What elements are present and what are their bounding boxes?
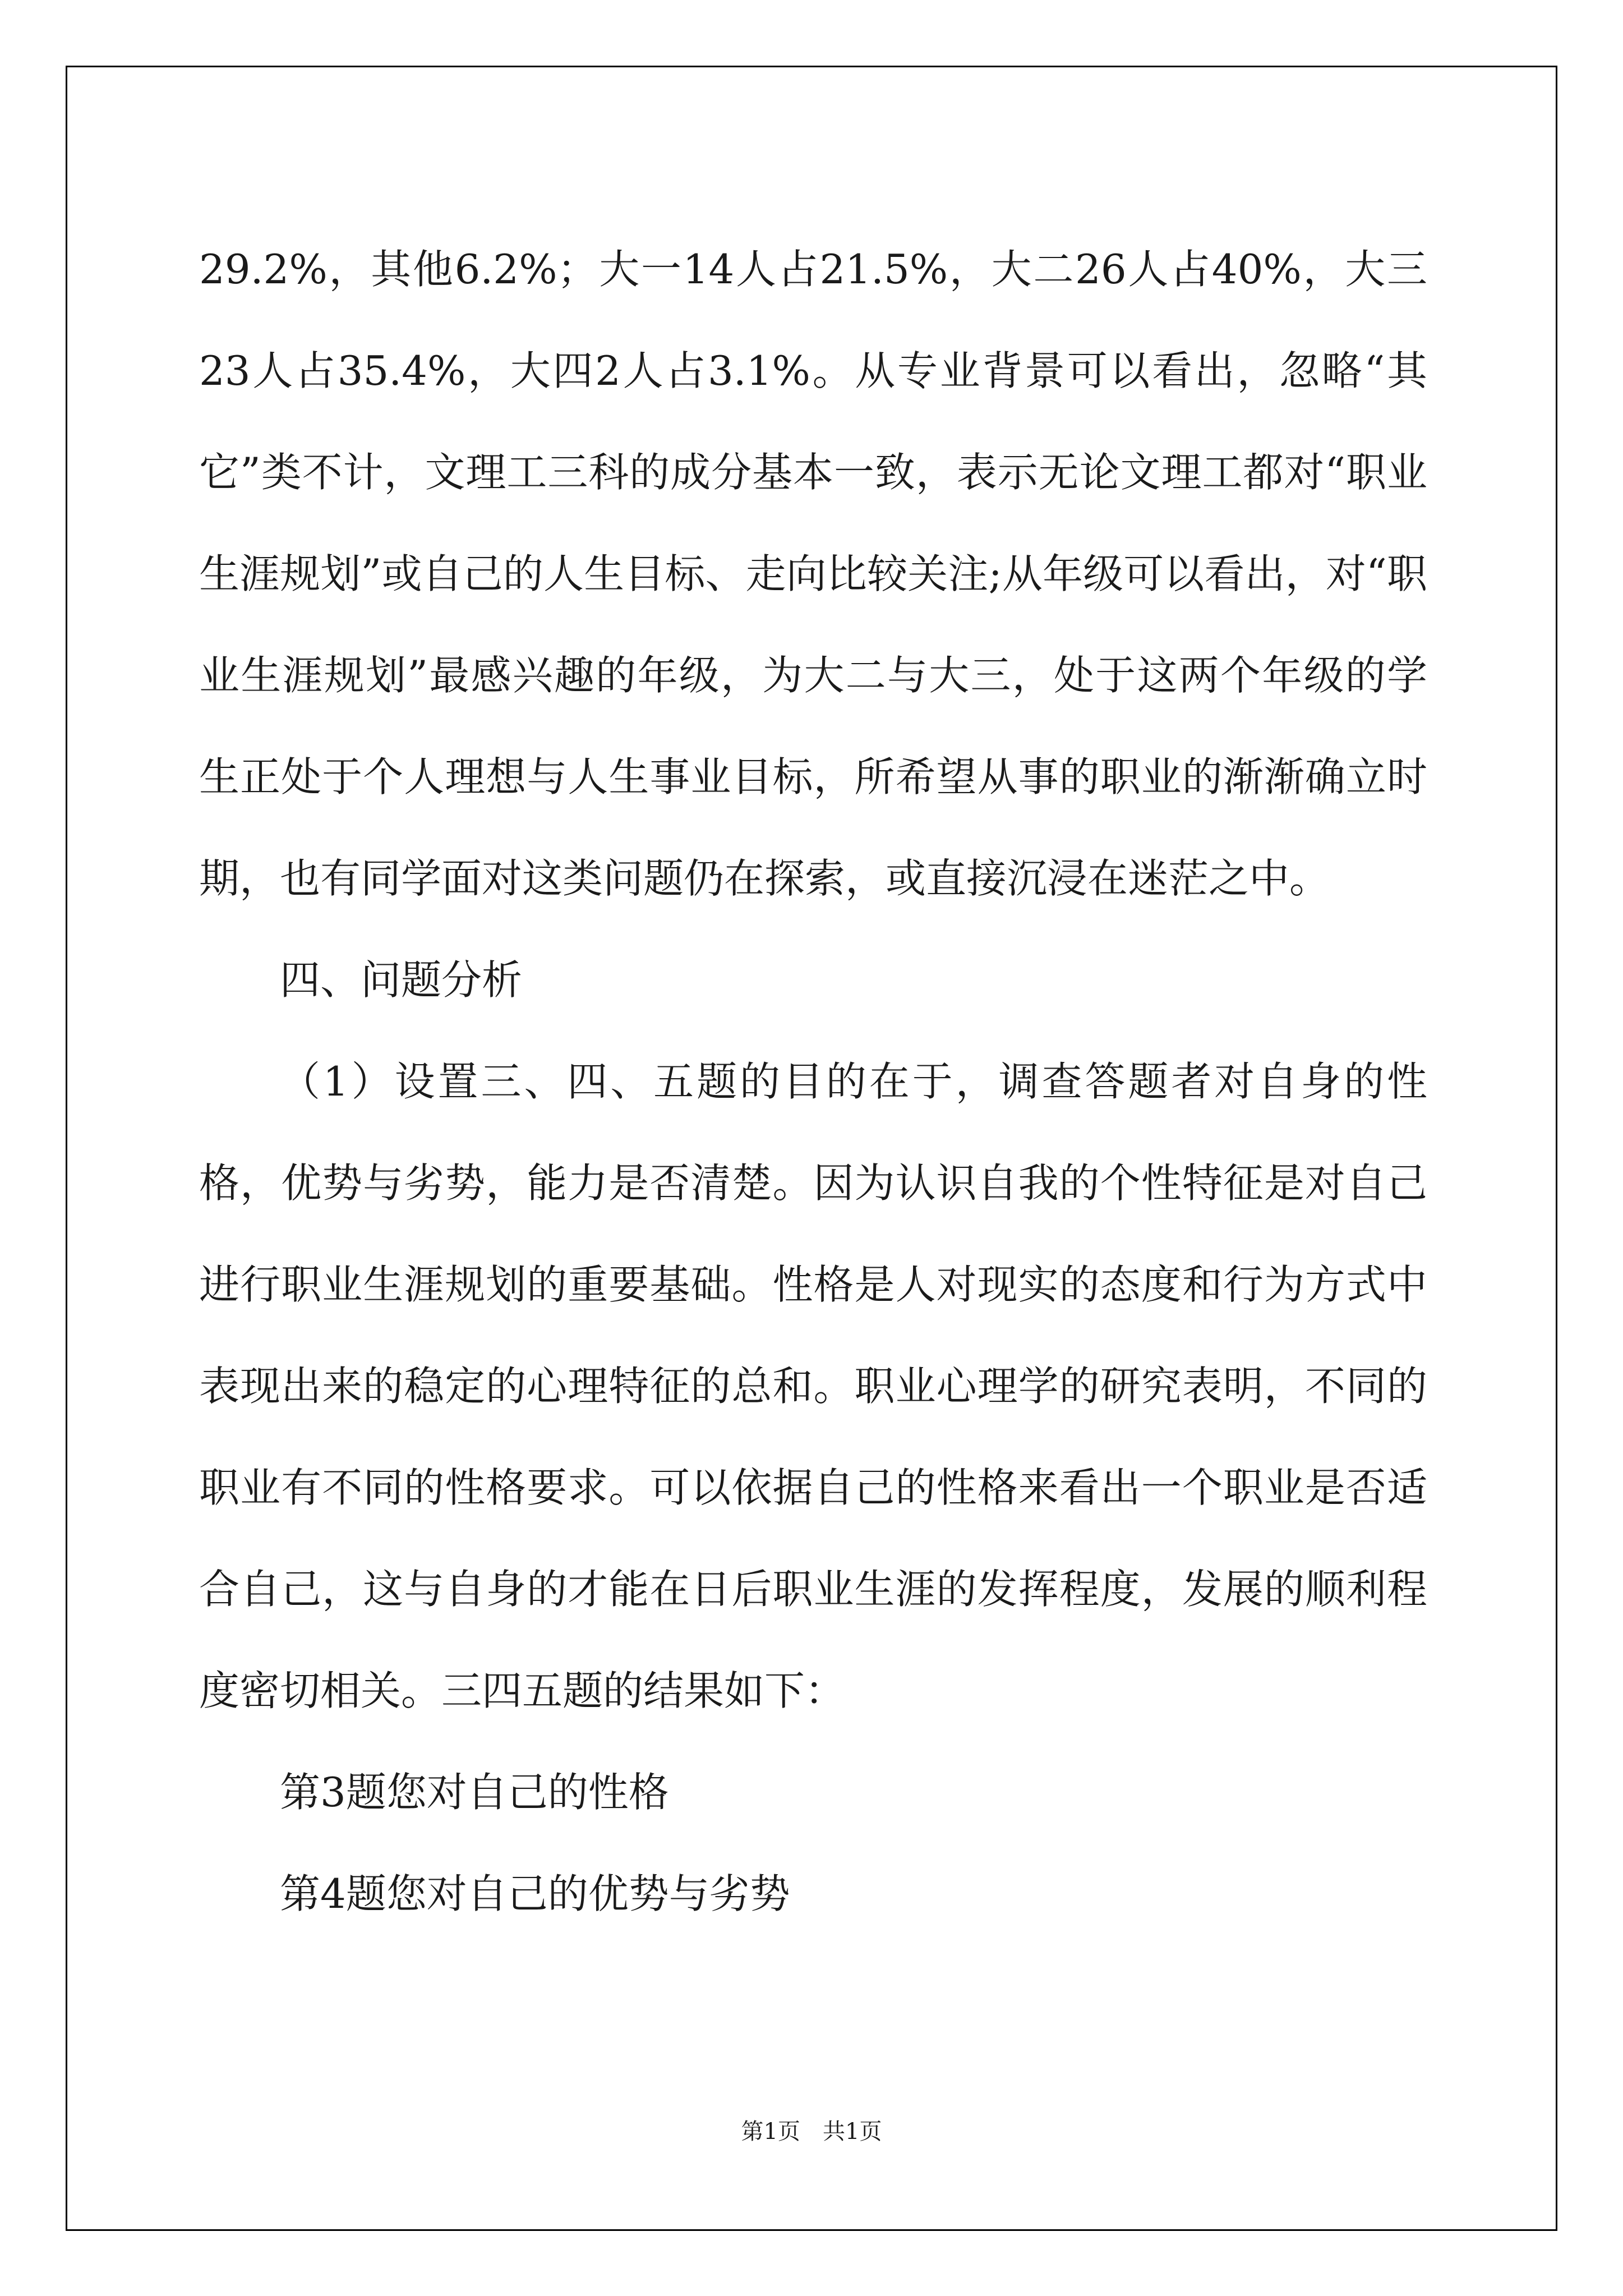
paragraph-survey-stats: 29.2%，其他6.2%；大一14人占21.5%，大二26人占40%，大三23人占35.4%，大四2人占3.1%。从专业背景可以看出，忽略“其它”类不计，文理工三科的成分基本一致，表示无论文理工都对“职业生涯规划”或自己的人生目标、走向比较关注;从年级可以看出，对“职业生涯规划”最感兴趣的年级，为大二与大三，处于这两个年级的学生正处于个人理想与人生事业目标，所希望从事的职业的渐渐确立时期，也有同学面对这类问题仍在探索，或直接沉浸在迷茫之中。 — [199, 246, 1427, 902]
page-footer: 第1页 共1页 — [741, 2119, 882, 2145]
document-body — [199, 219, 1427, 1945]
paragraph-analysis: （1）设置三、四、五题的目的在于，调查答题者对自身的性格，优势与劣势，能力是否清楚。因为认识自我的个性特征是对自己进行职业生涯规划的重要基础。性格是人对现实的态度和行为方式中表现出来的稳定的心理特征的总和。职业心理学的研究表明，不同的职业有不同的性格要求。可以依据自己的性格来看出一个职业是否适合自己，这与自身的才能在日后职业生涯的发挥程度，发展的顺利程度密切相关。三四五题的结果如下： — [199, 1058, 1427, 1714]
question-4-label: 第4题您对自己的优势与劣势 — [280, 1870, 790, 1917]
section-heading-problem-analysis: 四、问题分析 — [280, 956, 523, 1004]
question-3-label: 第3题您对自己的性格 — [280, 1769, 669, 1816]
